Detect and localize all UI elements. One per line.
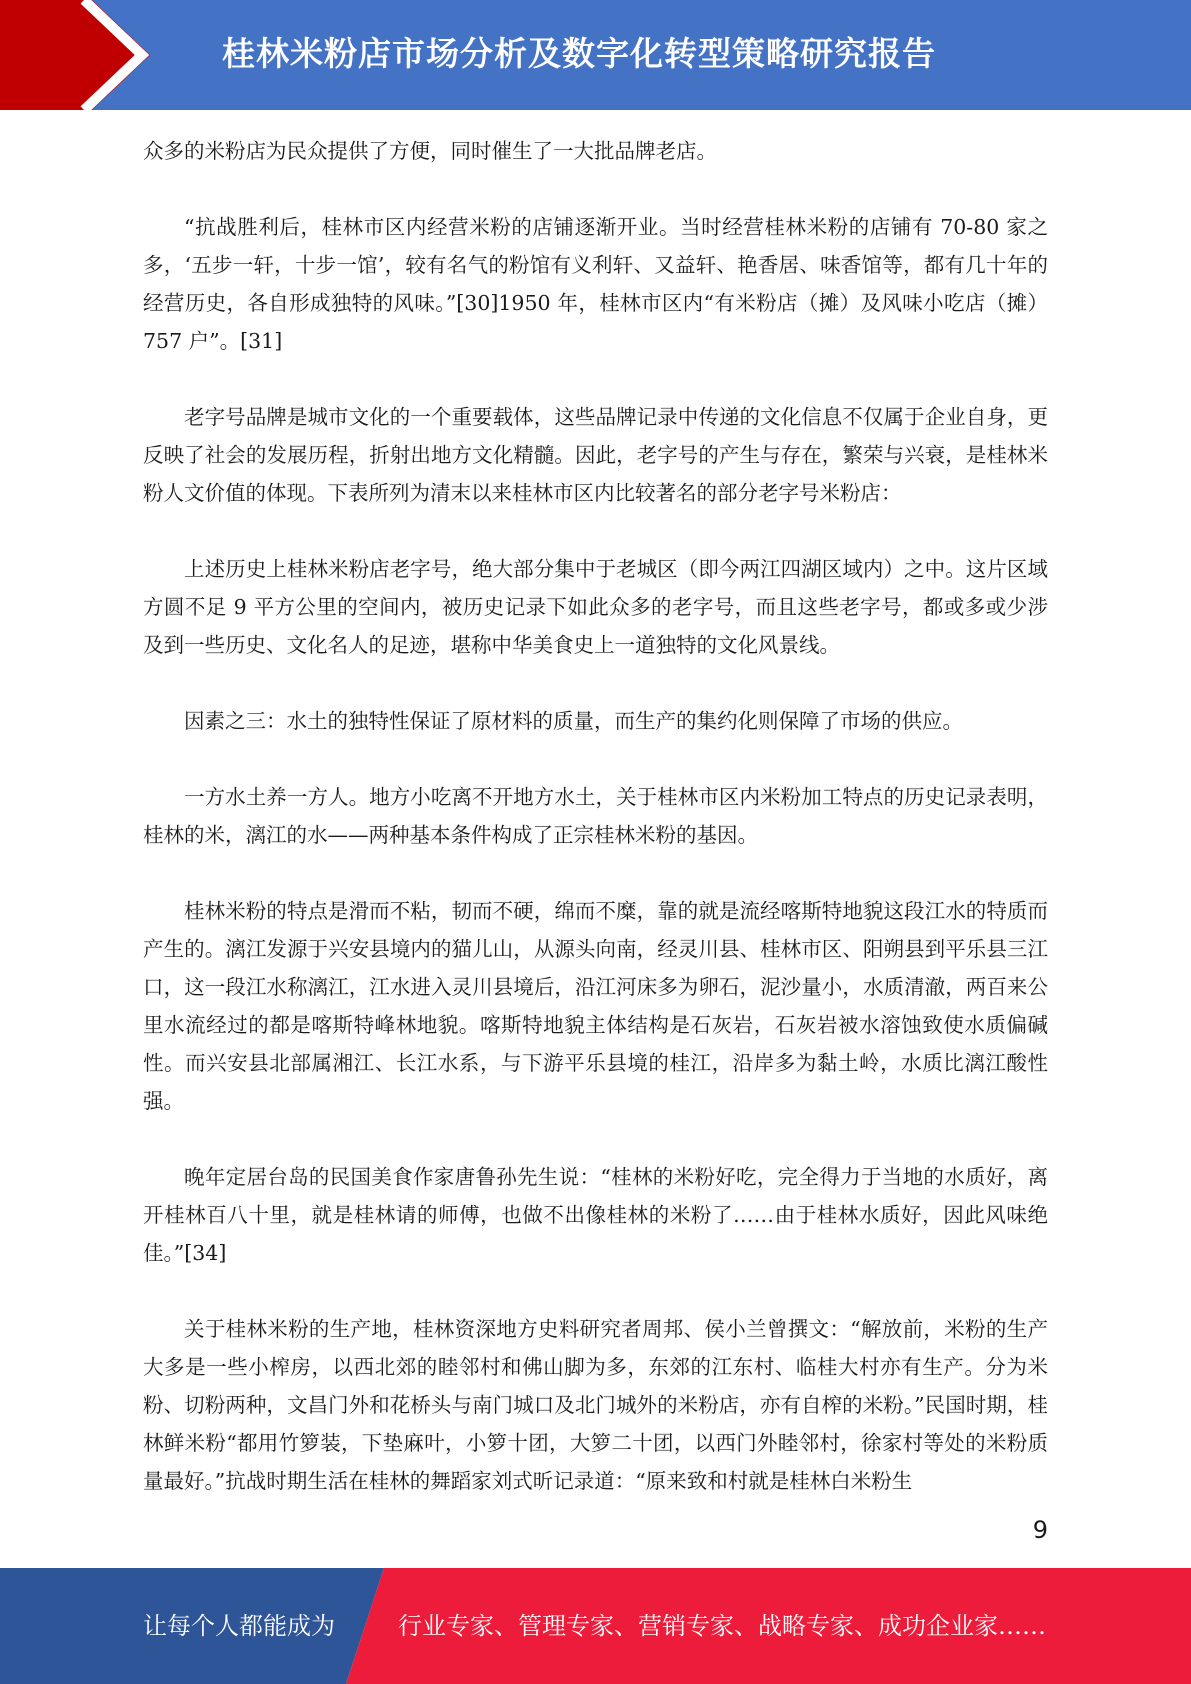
paragraph: 上述历史上桂林米粉店老字号，绝大部分集中于老城区（即今两江四湖区域内）之中。这片区域方圆不足 9 平方公里的空间内，被历史记录下如此众多的老字号，而且这些老字号，都或多或少涉及到一些历史、文化名人的足迹，堪称中华美食史上一道独特的文化风景线。	[143, 557, 1048, 657]
header-red-arrow	[0, 0, 150, 110]
body-text	[143, 132, 1048, 1538]
page-header	[0, 0, 1191, 110]
paragraph: 晚年定居台岛的民国美食作家唐鲁孙先生说：“桂林的米粉好吃，完全得力于当地的水质好，离开桂林百八十里，就是桂林请的师傅，也做不出像桂林的米粉了……由于桂林水质好，因此风味绝佳。”[34]	[143, 1165, 1048, 1265]
page-number: 9	[1032, 1516, 1048, 1544]
paragraph: 众多的米粉店为民众提供了方便，同时催生了一大批品牌老店。	[143, 139, 717, 163]
paragraph: 一方水土养一方人。地方小吃离不开地方水土，关于桂林市区内米粉加工特点的历史记录表明，桂林的米，漓江的水——两种基本条件构成了正宗桂林米粉的基因。	[143, 785, 1048, 847]
footer-slogan-left: 让每个人都能成为	[143, 1612, 335, 1640]
report-title: 桂林米粉店市场分析及数字化转型策略研究报告	[222, 34, 936, 73]
paragraph: 关于桂林米粉的生产地，桂林资深地方史料研究者周邦、侯小兰曾撰文：“解放前，米粉的生产大多是一些小榨房，以西北郊的睦邻村和佛山脚为多，东郊的江东村、临桂大村亦有生产。分为米粉、切粉两种，文昌门外和花桥头与南门城口及北门城外的米粉店，亦有自榨的米粉。”民国时期，桂林鲜米粉“都用竹箩装，下垫麻叶，小箩十团，大箩二十团，以西门外睦邻村，徐家村等处的米粉质量最好。”抗战时期生活在桂林的舞蹈家刘式昕记录道：“原来致和村就是桂林白米粉生	[143, 1317, 1048, 1493]
paragraph: 桂林米粉的特点是滑而不粘，韧而不硬，绵而不糜，靠的就是流经喀斯特地貌这段江水的特质而产生的。漓江发源于兴安县境内的猫儿山，从源头向南，经灵川县、桂林市区、阳朔县到平乐县三江口，这一段江水称漓江，江水进入灵川县境后，沿江河床多为卵石，泥沙量小，水质清澈，两百来公里水流经过的都是喀斯特峰林地貌。喀斯特地貌主体结构是石灰岩，石灰岩被水溶蚀致使水质偏碱性。而兴安县北部属湘江、长江水系，与下游平乐县境的桂江，沿岸多为黏土岭，水质比漓江酸性强。	[143, 899, 1048, 1113]
paragraph: 老字号品牌是城市文化的一个重要载体，这些品牌记录中传递的文化信息不仅属于企业自身，更反映了社会的发展历程，折射出地方文化精髓。因此，老字号的产生与存在，繁荣与兴衰，是桂林米粉人文价值的体现。下表所列为清末以来桂林市区内比较著名的部分老字号米粉店：	[143, 405, 1048, 505]
page-footer	[0, 1568, 1191, 1684]
paragraph: 因素之三：水土的独特性保证了原材料的质量，而生产的集约化则保障了市场的供应。	[184, 709, 963, 733]
paragraph: “抗战胜利后，桂林市区内经营米粉的店铺逐渐开业。当时经营桂林米粉的店铺有 70-80 家之多，‘五步一轩，十步一馆’，较有名气的粉馆有义利轩、又益轩、艳香居、味香馆等，都有几十年的经营历史，各自形成独特的风味。”[30]1950 年，桂林市区内“有米粉店（摊）及风味小吃店（摊）757 户”。[31]	[143, 215, 1048, 353]
footer-slogan-right: 行业专家、管理专家、营销专家、战略专家、成功企业家……	[398, 1612, 1046, 1640]
